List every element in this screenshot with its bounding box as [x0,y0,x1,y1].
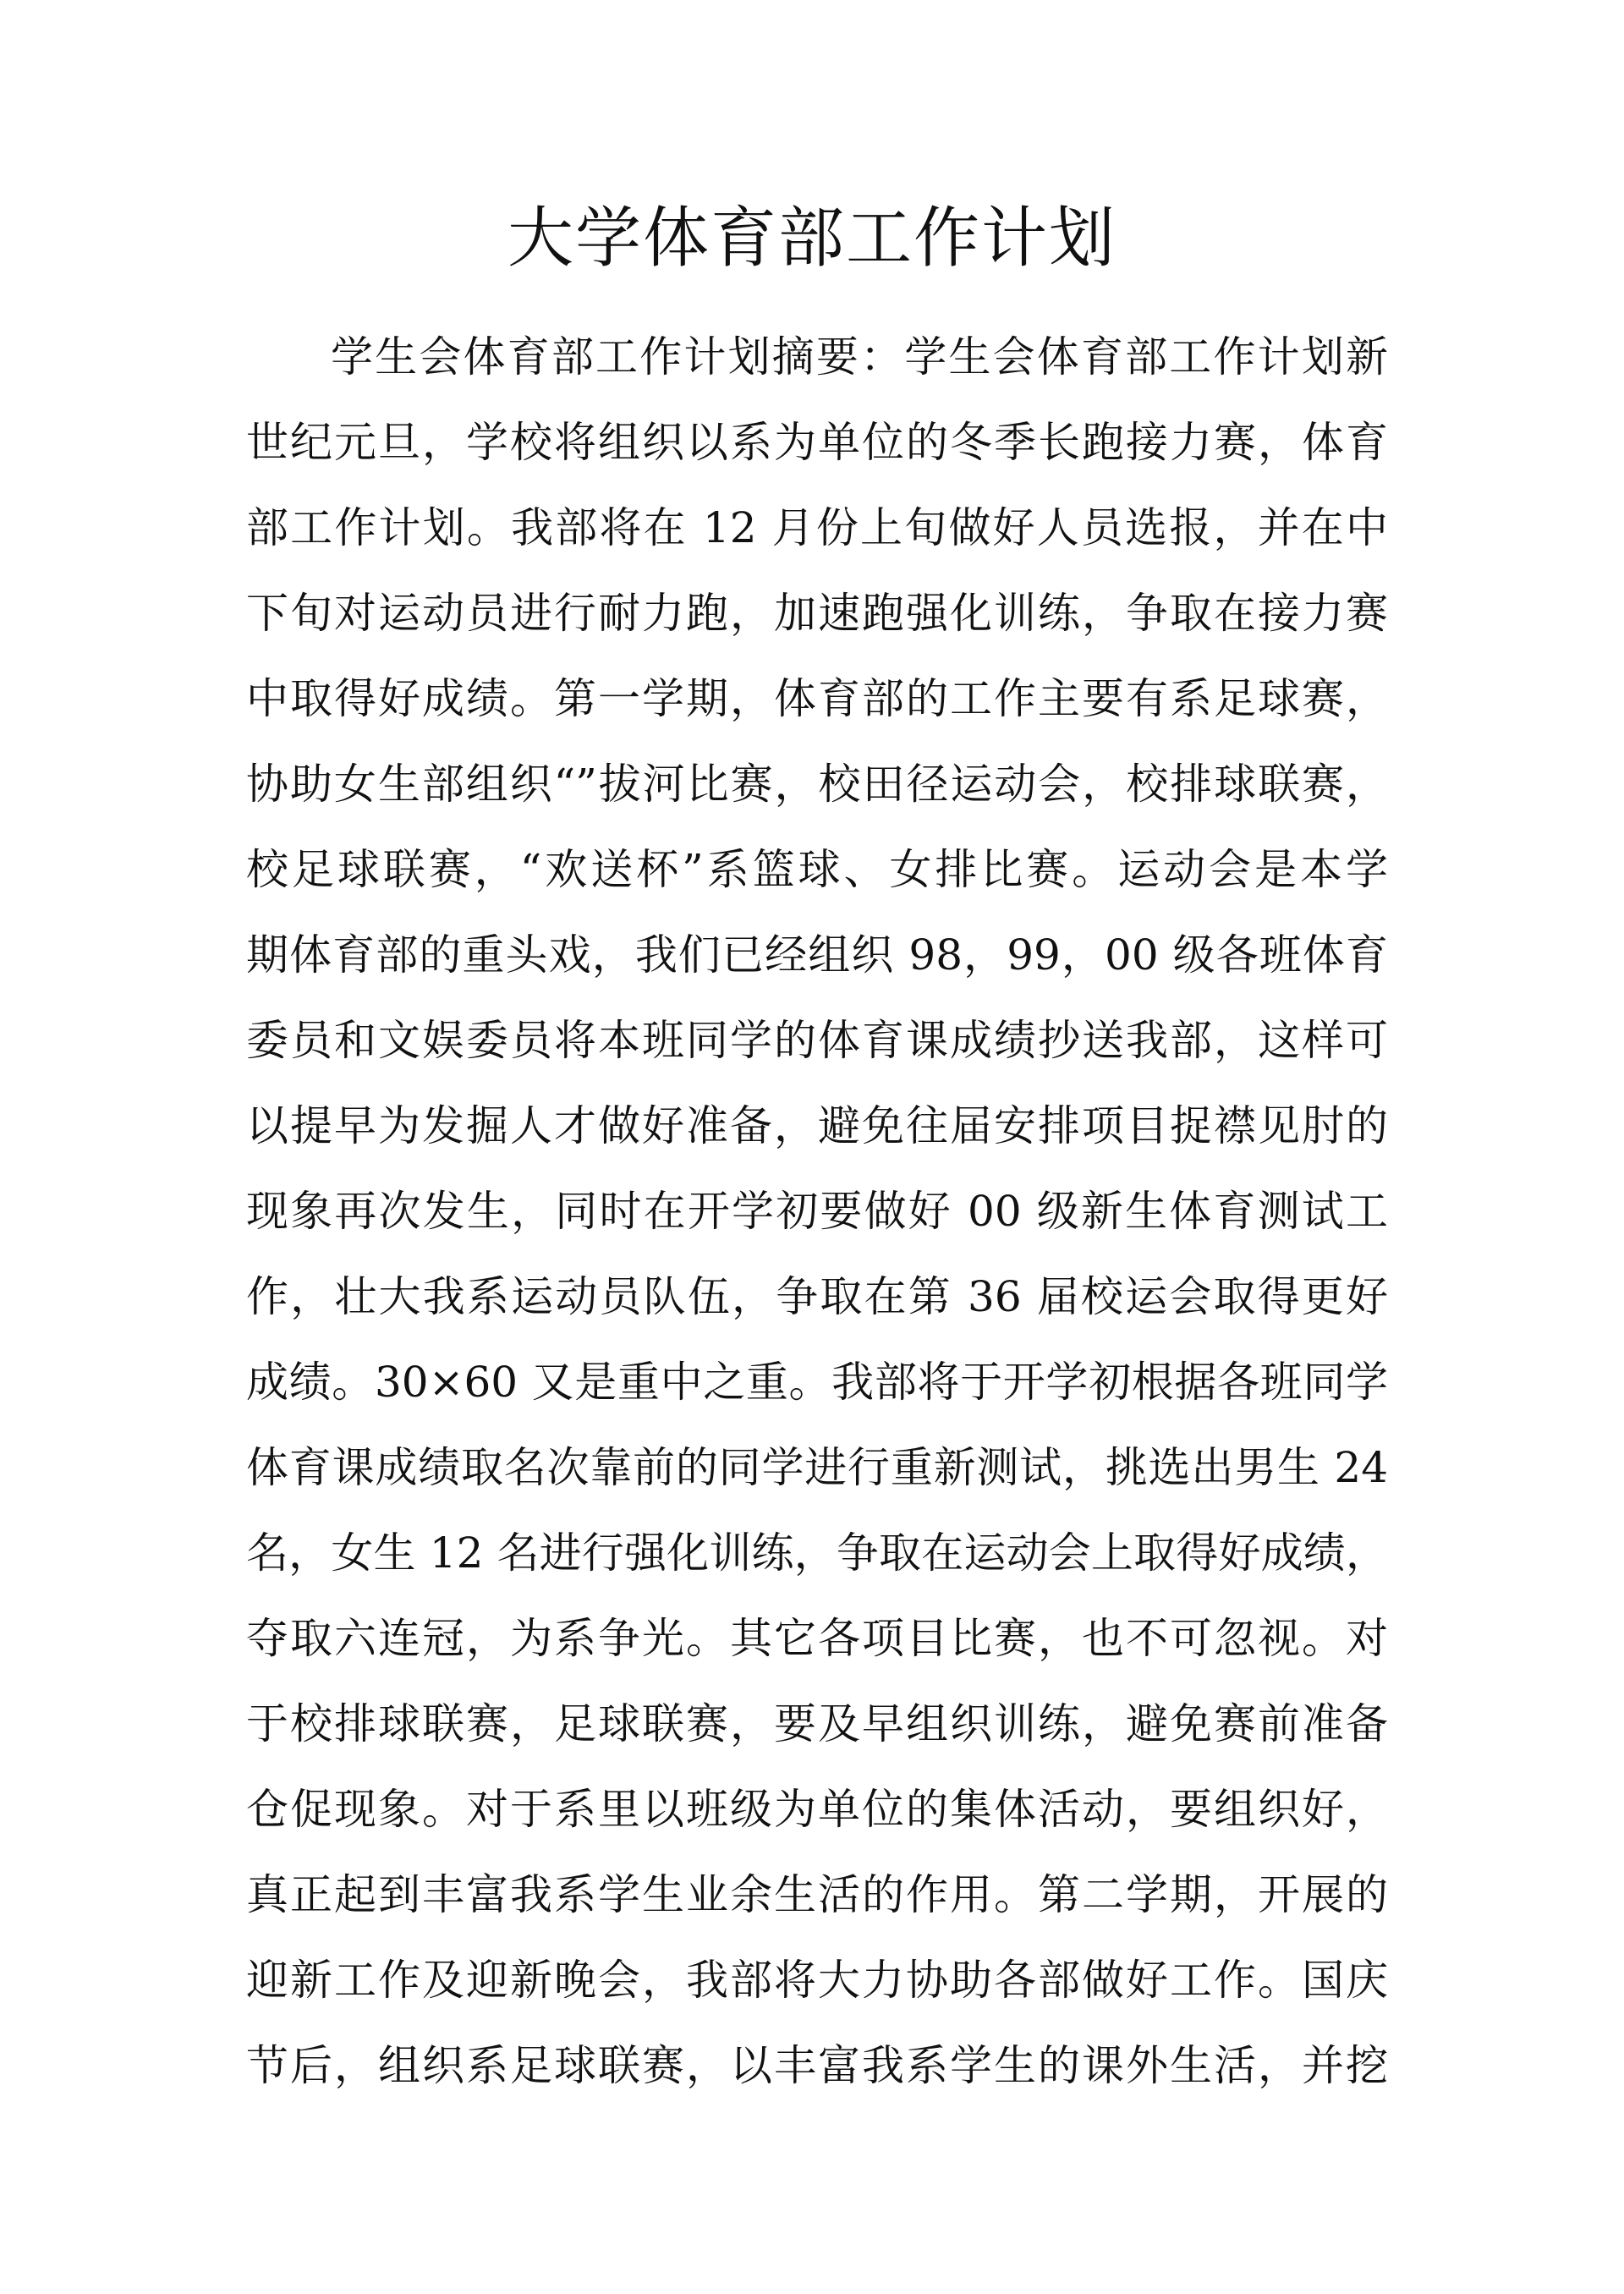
body-line: 中取得好成绩。第一学期，体育部的工作主要有系足球赛， [246,674,1388,723]
document-body [246,315,1388,2109]
body-line: 以提早为发掘人才做好准备，避免往届安排项目捉襟见肘的 [246,1101,1388,1150]
body-line: 委员和文娱委员将本班同学的体育课成绩抄送我部，这样可 [246,1016,1388,1065]
body-line: 现象再次发生，同时在开学初要做好 00 级新生体育测试工 [246,1187,1388,1236]
body-line: 真正起到丰富我系学生业余生活的作用。第二学期，开展的 [246,1870,1388,1919]
body-line: 夺取六连冠，为系争光。其它各项目比赛，也不可忽视。对 [246,1614,1388,1663]
body-line: 作，壮大我系运动员队伍，争取在第 36 届校运会取得更好 [246,1272,1388,1321]
body-line: 期体育部的重头戏，我们已经组织 98，99，00 级各班体育 [246,930,1388,980]
body-line: 下旬对运动员进行耐力跑，加速跑强化训练，争取在接力赛 [246,589,1388,638]
document-title: 大学体育部工作计划 [507,200,1116,277]
body-line: 世纪元旦，学校将组织以系为单位的冬季长跑接力赛，体育 [246,418,1388,467]
body-line: 名，女生 12 名进行强化训练，争取在运动会上取得好成绩， [246,1528,1388,1578]
body-line: 体育课成绩取名次靠前的同学进行重新测试，挑选出男生 24 [246,1443,1388,1492]
body-line: 节后，组织系足球联赛，以丰富我系学生的课外生活，并挖 [246,2041,1388,2090]
body-line: 协助女生部组织“”拔河比赛，校田径运动会，校排球联赛， [246,760,1388,809]
body-line: 部工作计划。我部将在 12 月份上旬做好人员选报，并在中 [246,503,1388,552]
body-line: 学生会体育部工作计划摘要：学生会体育部工作计划新 [331,332,1388,381]
body-line: 于校排球联赛，足球联赛，要及早组织训练，避免赛前准备 [246,1699,1388,1748]
body-line: 校足球联赛，“欢送杯”系篮球、女排比赛。运动会是本学 [246,845,1388,894]
body-line: 成绩。30×60 又是重中之重。我部将于开学初根据各班同学 [246,1358,1388,1407]
body-line: 迎新工作及迎新晚会，我部将大力协助各部做好工作。国庆 [246,1956,1388,2005]
body-line: 仓促现象。对于系里以班级为单位的集体活动，要组织好， [246,1785,1388,1834]
